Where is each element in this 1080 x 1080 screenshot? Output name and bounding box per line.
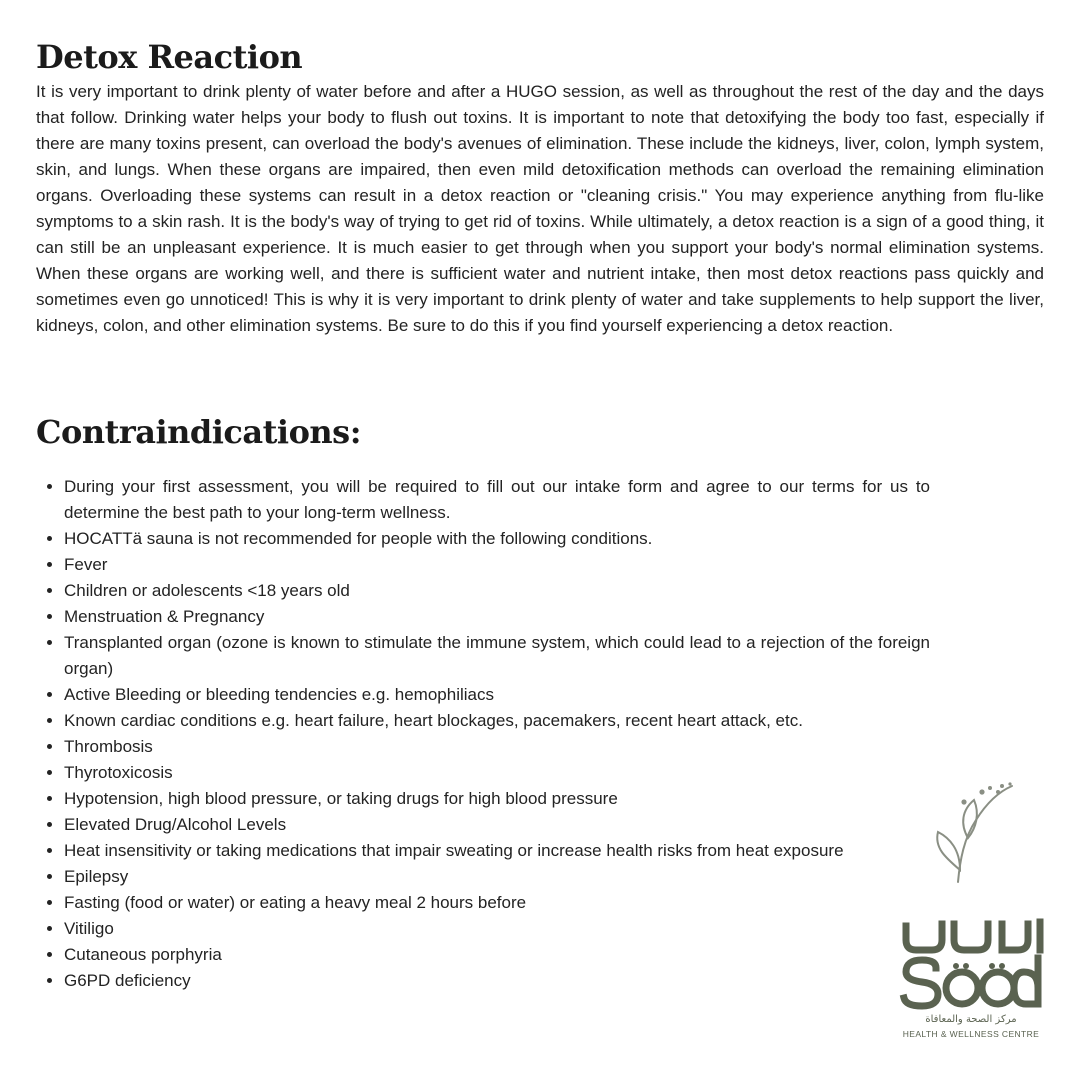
list-item: • Heat insensitivity or taking medications that impair sweating or increase health risks from heat exposure	[64, 838, 930, 864]
list-item: • Thrombosis	[64, 734, 930, 760]
list-item: • HOCATTä sauna is not recommended for people with the following conditions.	[64, 526, 930, 552]
list-item: • Children or adolescents <18 years old	[64, 578, 930, 604]
contraindications-list	[36, 474, 930, 994]
list-item: • Fever	[64, 552, 930, 578]
seed-logo	[898, 918, 1048, 1048]
list-item: • Thyrotoxicosis	[64, 760, 930, 786]
list-item: • Fasting (food or water) or eating a heavy meal 2 hours before	[64, 890, 930, 916]
list-item: • Elevated Drug/Alcohol Levels	[64, 812, 930, 838]
leaf-sprout-icon	[930, 780, 1020, 890]
list-item: • Hypotension, high blood pressure, or taking drugs for high blood pressure	[64, 786, 930, 812]
logo-tagline: HEALTH & WELLNESS CENTRE	[902, 1029, 1040, 1039]
detox-reaction-heading: Detox Reaction	[36, 38, 303, 76]
list-item: • Active Bleeding or bleeding tendencies e.g. hemophiliacs	[64, 682, 930, 708]
list-item: • Menstruation & Pregnancy	[64, 604, 930, 630]
detox-reaction-paragraph: It is very important to drink plenty of water before and after a HUGO session, as well as throughout the rest of the day and the days that follow. Drinking water helps your body to flush out toxins. It is important to note that detoxifying the body too fast, especially if there are many toxins present, can overload the body's avenues of elimination. These include the kidneys, liver, colon, lymph system, skin, and lungs. When these organs are impaired, then even mild detoxification methods can overload the remaining elimination organs. Overloading these systems can result in a detox reaction or "cleaning crisis." You may experience anything from flu-like symptoms to a skin rash. It is the body's way of trying to get rid of toxins. While ultimately, a detox reaction is a sign of a good thing, it can still be an unpleasant experience. It is much easier to get through when you support your body's normal elimination systems. When these organs are working well, and there is sufficient water and nutrient intake, then most detox reactions pass quickly and sometimes even go unnoticed! This is why it is very important to drink plenty of water and take supplements to help support the liver, kidneys, colon, and other elimination systems. Be sure to do this if you find yourself experiencing a detox reaction.	[36, 82, 1044, 335]
list-item: • During your first assessment, you will be required to fill out our intake form and agree to our terms for us to determine the best path to your long-term wellness.	[64, 474, 930, 526]
contraindications-heading: Contraindications:	[36, 413, 361, 451]
list-item: • Known cardiac conditions e.g. heart failure, heart blockages, pacemakers, recent heart attack, etc.	[64, 708, 930, 734]
logo-arabic-text: مركز الصحة والمعافاة	[925, 1014, 1017, 1025]
seed-wordmark-logo	[898, 918, 1048, 1014]
list-item: • Transplanted organ (ozone is known to stimulate the immune system, which could lead to a rejection of the foreign organ)	[64, 630, 930, 682]
list-item: • Vitiligo	[64, 916, 930, 942]
list-item: • Cutaneous porphyria	[64, 942, 930, 968]
list-item: • G6PD deficiency	[64, 968, 930, 994]
list-item: • Epilepsy	[64, 864, 930, 890]
